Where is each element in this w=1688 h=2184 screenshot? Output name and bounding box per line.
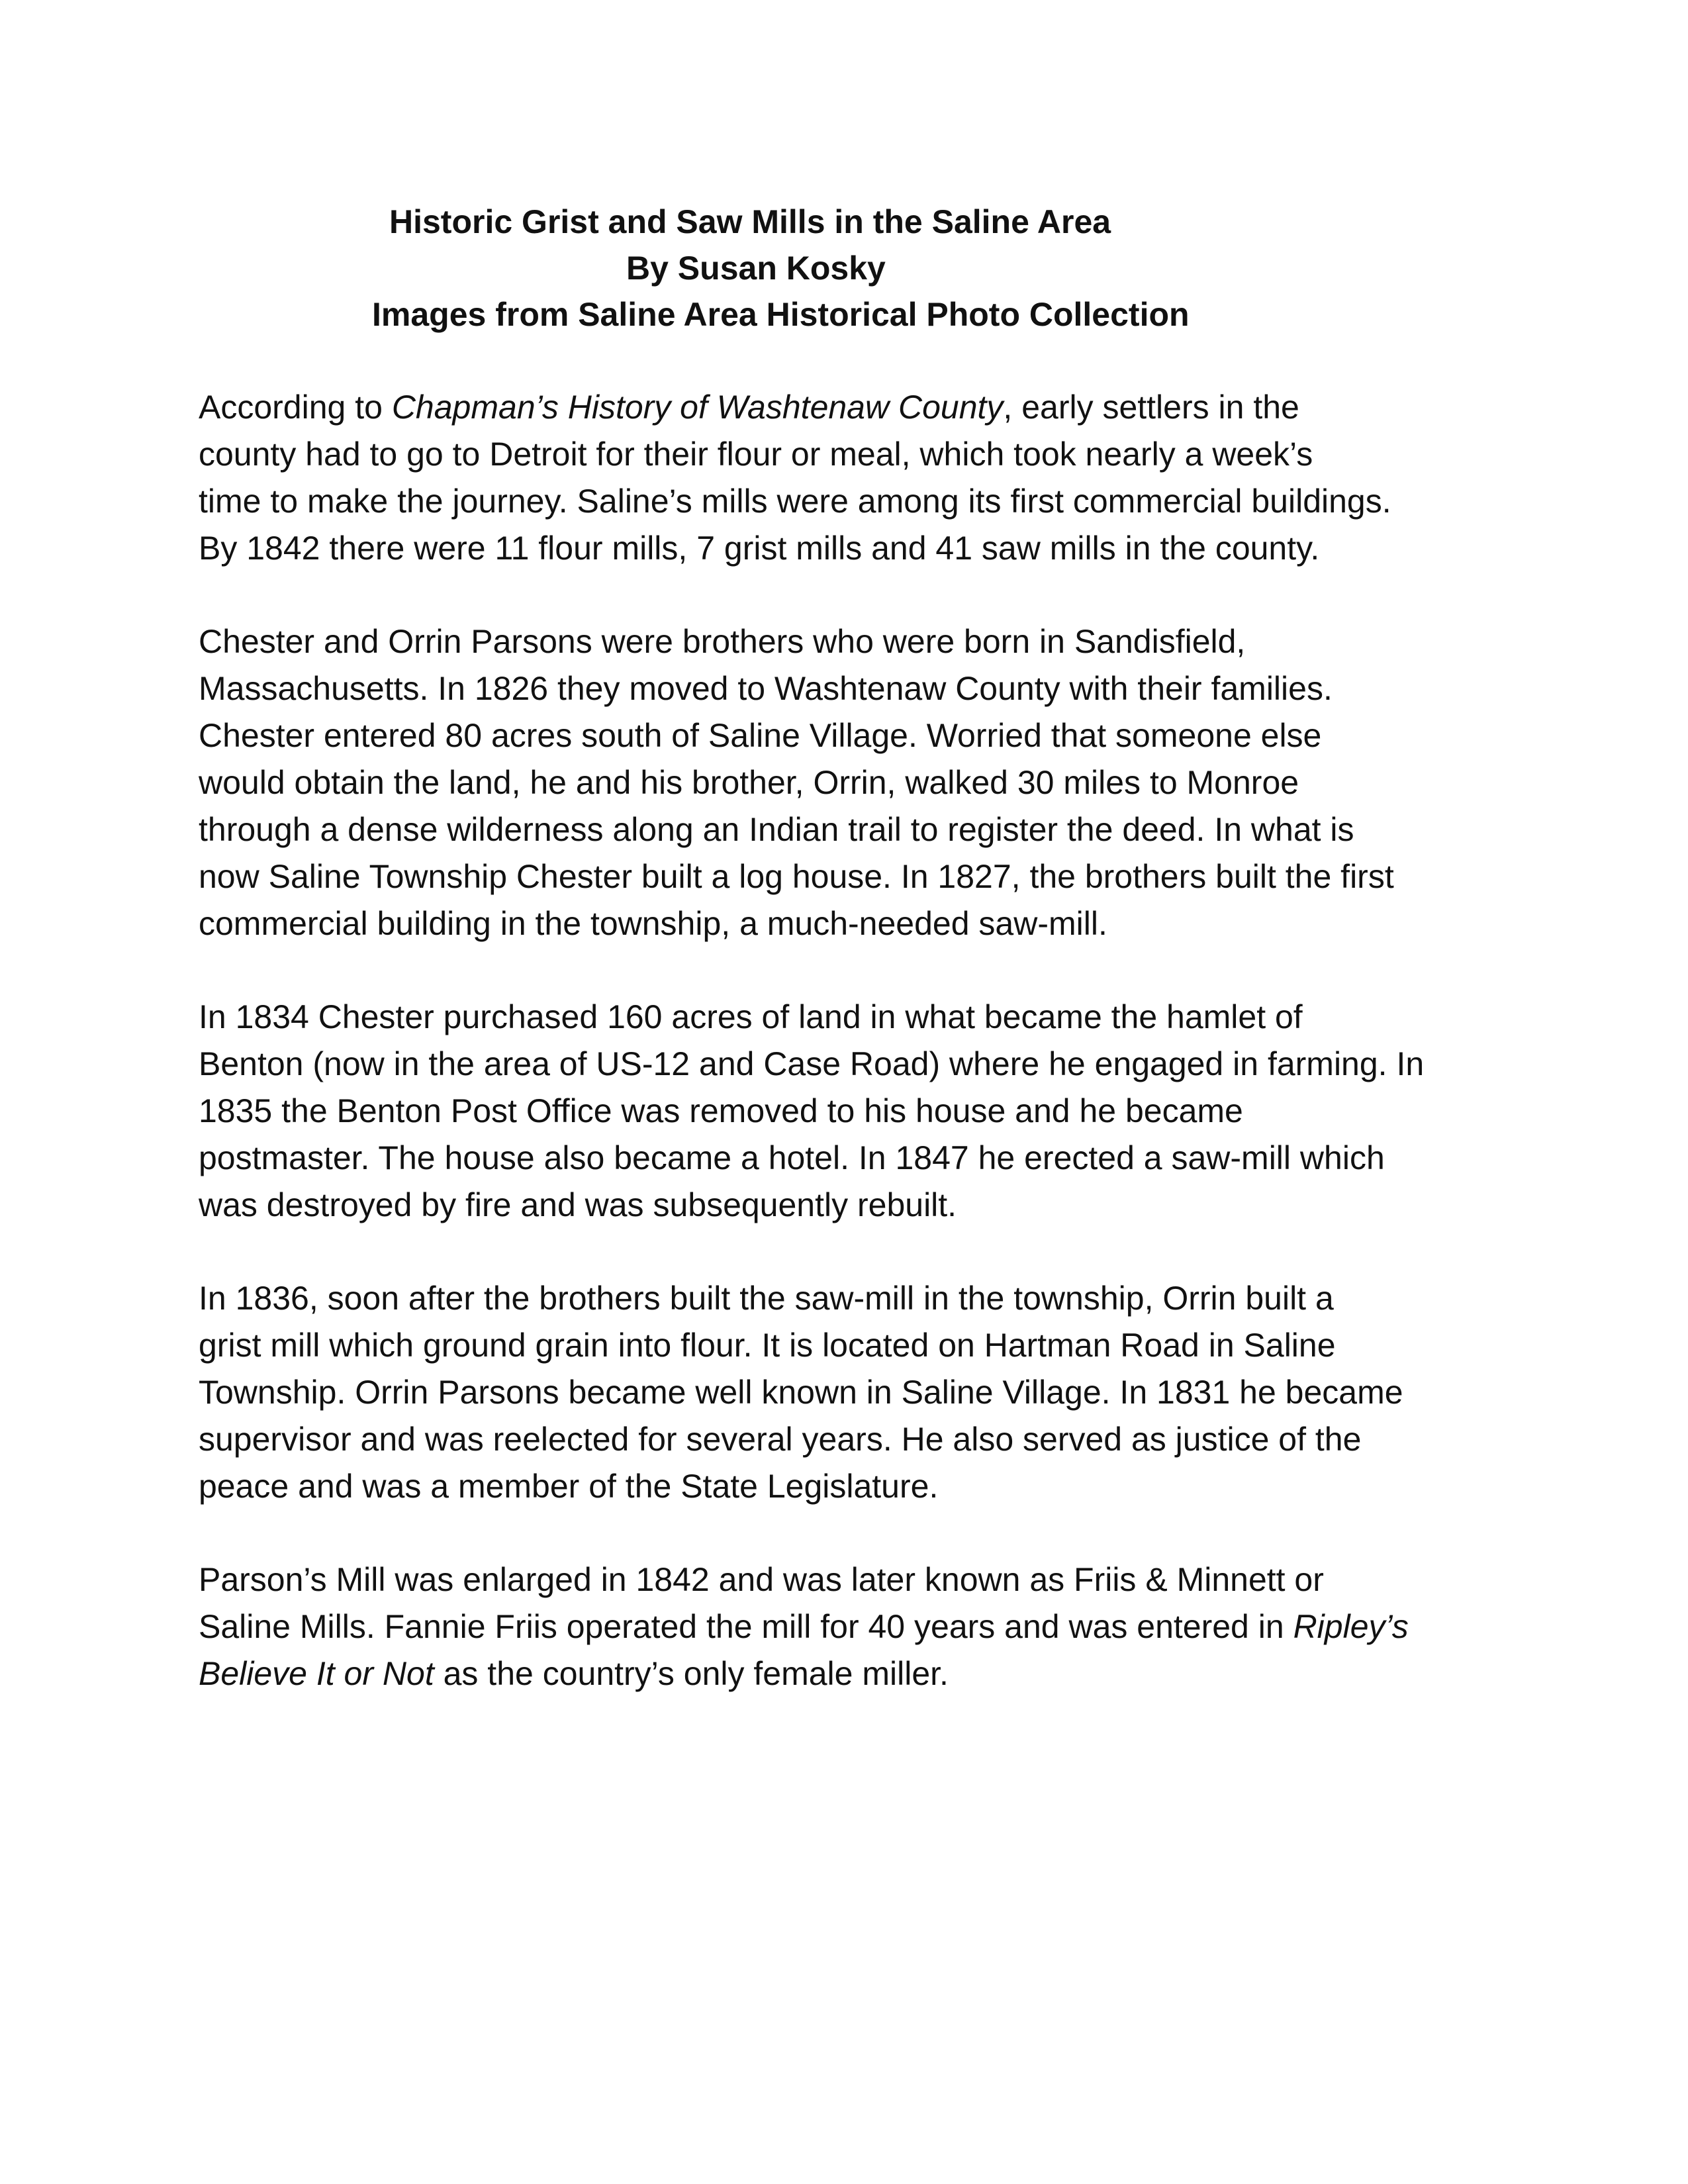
line-text: as the country’s only female miller. (434, 1655, 949, 1692)
book-title-chapman: Chapman’s History of Washtenaw County (391, 389, 1004, 426)
image-credit: Images from Saline Area Historical Photo Collection (372, 296, 1190, 333)
paragraph-benton (199, 994, 1509, 1229)
paragraph-line: time to make the journey. Saline’s mills were among its first commercial buildings. (199, 483, 1391, 520)
paragraph-line: postmaster. The house also became a hotel. In 1847 he erected a saw-mill which (199, 1139, 1385, 1176)
paragraph-line: In 1834 Chester purchased 160 acres of land in what became the hamlet of (199, 998, 1303, 1035)
paragraph-line: Chester and Orrin Parsons were brothers who were born in Sandisfield, (199, 623, 1246, 660)
line-text: Saline Mills. Fannie Friis operated the mill for 40 years and was entered in (199, 1608, 1293, 1645)
paragraph-line (199, 1650, 1509, 1697)
document-body (199, 384, 1509, 1744)
paragraph-line: supervisor and was reelected for several years. He also served as justice of the (199, 1421, 1362, 1458)
paragraph-line: Chester entered 80 acres south of Saline Village. Worried that someone else (199, 717, 1322, 754)
paragraph-line: through a dense wilderness along an Indian trail to register the deed. In what is (199, 811, 1354, 848)
paragraph-line: Parson’s Mill was enlarged in 1842 and was later known as Friis & Minnett or (199, 1561, 1324, 1598)
document-author: By Susan Kosky (626, 250, 886, 287)
paragraph-line: county had to go to Detroit for their flour or meal, which took nearly a week’s (199, 436, 1313, 473)
paragraph-line: In 1836, soon after the brothers built the saw-mill in the township, Orrin built a (199, 1280, 1334, 1317)
paragraph-line: Benton (now in the area of US-12 and Case Road) where he engaged in farming. In (199, 1045, 1425, 1082)
paragraph-parsons-mill (199, 1556, 1509, 1697)
paragraph-line (199, 1603, 1509, 1650)
paragraph-line: Township. Orrin Parsons became well known in Saline Village. In 1831 he became (199, 1374, 1403, 1411)
paragraph-line: commercial building in the township, a much-needed saw-mill. (199, 905, 1107, 942)
paragraph-line: now Saline Township Chester built a log house. In 1827, the brothers built the first (199, 858, 1394, 895)
book-title-ripleys: Ripley’s (1293, 1608, 1409, 1645)
paragraph-line: 1835 the Benton Post Office was removed to his house and he became (199, 1092, 1243, 1129)
book-title-believe-it: Believe It or Not (199, 1655, 434, 1692)
paragraph-line: Massachusetts. In 1826 they moved to Washtenaw County with their families. (199, 670, 1333, 707)
line-text: , early settlers in the (1003, 389, 1299, 426)
paragraph-line: grist mill which ground grain into flour. It is located on Hartman Road in Saline (199, 1327, 1336, 1364)
paragraph-line: was destroyed by fire and was subsequently rebuilt. (199, 1186, 957, 1223)
document-title: Historic Grist and Saw Mills in the Saline Area (389, 203, 1111, 240)
paragraph-line: would obtain the land, he and his brother, Orrin, walked 30 miles to Monroe (199, 764, 1299, 801)
line-text: According to (199, 389, 392, 426)
paragraph-chapman-history (199, 384, 1509, 572)
paragraph-parsons-brothers (199, 618, 1509, 947)
paragraph-line (199, 384, 1509, 431)
paragraph-line: By 1842 there were 11 flour mills, 7 grist mills and 41 saw mills in the county. (199, 530, 1320, 567)
paragraph-line: peace and was a member of the State Legislature. (199, 1468, 939, 1505)
paragraph-grist-mill (199, 1275, 1509, 1510)
